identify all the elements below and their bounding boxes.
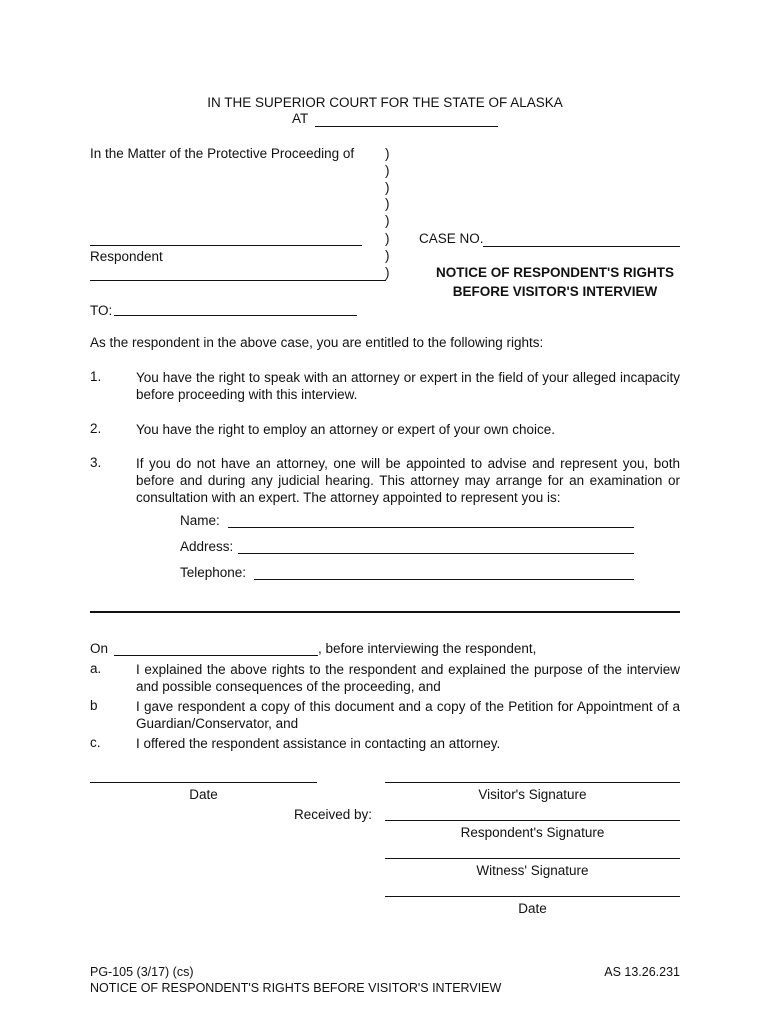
section-divider [90,611,680,613]
witness-signature-label: Witness' Signature [476,863,589,878]
respondent-name-line[interactable] [90,245,362,246]
cert-letter: b [90,698,98,713]
caption-paren: ) [385,146,390,161]
visitor-signature-label: Visitor's Signature [478,787,587,802]
attorney-address-line[interactable] [238,553,634,554]
right-number: 1. [90,369,102,384]
respondent-label: Respondent [90,249,163,264]
document-title-line2: BEFORE VISITOR'S INTERVIEW [452,284,658,299]
on-suffix: , before interviewing the respondent, [318,641,537,656]
right-text: You have the right to employ an attorney or expert of your own choice. [136,422,556,437]
on-label: On [90,641,109,656]
right-text: You have the right to speak with an attorney or expert in the field of your alleged incapacity before proceeding with this interview. [136,370,680,402]
matter-label: In the Matter of the Protective Proceeding of [90,146,355,161]
attorney-name-label: Name: [180,513,220,528]
date-label: Date [189,787,218,802]
attorney-address-label: Address: [180,539,234,554]
right-number: 3. [90,455,102,470]
caption-paren: ) [385,248,390,263]
right-number: 2. [90,421,102,436]
caption-paren: ) [385,213,390,228]
cert-text: I gave respondent a copy of this document and a copy of the Petition for Appointment of a Guardian/Conservator, and [136,699,680,731]
date-signature-line[interactable] [90,782,317,783]
rights-intro: As the respondent in the above case, you are entitled to the following rights: [90,335,544,350]
witness-date-line[interactable] [385,896,680,897]
respondent-signature-label: Respondent's Signature [460,825,605,840]
visitor-signature-line[interactable] [385,782,680,783]
cert-letter: a. [90,661,102,676]
at-location-line[interactable] [315,126,498,127]
case-no-line[interactable] [483,246,680,247]
witness-signature-line[interactable] [385,858,680,859]
to-label: TO: [90,303,113,318]
statute-reference: AS 13.26.231 [604,965,680,979]
right-text: If you do not have an attorney, one will be appointed to advise and represent you, both before and during any judicial hearing. This attorney may arrange for an examination or consultation with an expert. The attorney appointed to represent you is: [136,456,680,505]
form-footer-title: NOTICE OF RESPONDENT'S RIGHTS BEFORE VISITOR'S INTERVIEW [90,981,502,995]
cert-text: I explained the above rights to the respondent and explained the purpose of the interview and possible consequences of the proceeding, and [136,662,680,694]
cert-letter: c. [90,735,101,750]
on-date-line[interactable] [114,655,318,656]
court-heading: IN THE SUPERIOR COURT FOR THE STATE OF ALASKA [207,95,563,110]
document-title-line1: NOTICE OF RESPONDENT'S RIGHTS [436,265,674,280]
at-label: AT [292,111,309,126]
attorney-telephone-label: Telephone: [180,565,247,580]
caption-paren: ) [385,196,390,211]
cert-text: I offered the respondent assistance in contacting an attorney. [136,736,501,751]
respondent-second-line[interactable] [90,280,386,281]
attorney-name-line[interactable] [228,527,634,528]
witness-date-label: Date [518,901,547,916]
caption-paren: ) [385,231,390,246]
attorney-telephone-line[interactable] [254,579,634,580]
caption-paren: ) [385,180,390,195]
received-by-label: Received by: [294,807,373,822]
form-id: PG-105 (3/17) (cs) [90,965,194,979]
case-no-label: CASE NO. [419,231,484,246]
caption-paren: ) [385,265,390,280]
caption-paren: ) [385,163,390,178]
to-line[interactable] [114,315,357,316]
respondent-signature-line[interactable] [385,820,680,821]
